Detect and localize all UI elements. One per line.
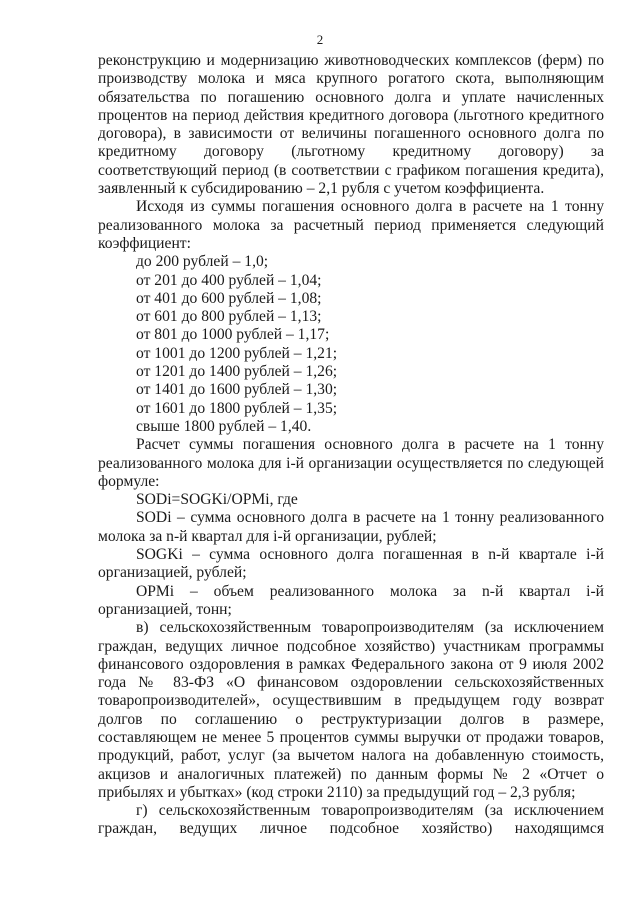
list-item: от 601 до 800 рублей – 1,13;: [136, 308, 322, 326]
page-number: 2: [316, 32, 324, 47]
list-item: от 1601 до 1800 рублей – 1,35;: [136, 399, 338, 417]
definition-opmi: OPMi – объем реализованного молока за n-й квартал i-й организацией, тонн;: [98, 582, 604, 618]
paragraph-reconstruction: реконструкцию и модернизацию животноводческих комплексов (ферм) по производству молока и мяса крупного рогатого скота, выполняющим обязательства по погашению основного долга и уплате начисленных процентов на период действия кредитного договора (льготного кредитного договора), в зависимости от величины погашенного основного долга по кредитному договору (льготному кредитному договору) за соответствующий период (в соответствии с графиком погашения кредита), заявленный к субсидированию – 2,1 рубля с учетом коэффициента.: [98, 52, 604, 198]
definition-sogki: SOGKi – сумма основного долга погашенная в n-й квартале i-й организацией, рублей;: [98, 546, 604, 582]
list-item: от 801 до 1000 рублей – 1,17;: [136, 326, 330, 344]
list-item: от 201 до 400 рублей – 1,04;: [136, 271, 322, 289]
definition-sodi: SODi – сумма основного долга в расчете на 1 тонну реализованного молока за n-й квартал для i-й организации, рублей;: [98, 509, 604, 545]
list-item: от 1001 до 1200 рублей – 1,21;: [136, 344, 338, 362]
paragraph-item-v: в) сельскохозяйственным товаропроизводителям (за исключением граждан, ведущих личное подсобное хозяйство) участникам программы финансового оздоровления в рамках Федерального закона от 9 июля 2002 года № 83-ФЗ «О финансовом оздоровлении сельскохозяйственных товаропроизводителей», осуществившим в предыдущем году возврат долгов по соглашению о реструктуризации долгов в размере, составляющем не менее 5 процентов суммы выручки от продажи товаров, продукций, работ, услуг (за вычетом налога на добавленную стоимость, акцизов и аналогичных платежей) по данным формы № 2 «Отчет о прибылях и убытках» (код строки 2110) за предыдущий год – 2,3 рубля;: [98, 619, 604, 801]
document-body: [98, 52, 604, 839]
coefficient-list: [98, 253, 604, 436]
paragraph-item-g: г) сельскохозяйственным товаропроизводителям (за исключением граждан, ведущих личное подсобное хозяйство) находящимся: [98, 802, 604, 838]
list-item: от 401 до 600 рублей – 1,08;: [136, 289, 322, 307]
list-item: свыше 1800 рублей – 1,40.: [136, 417, 312, 435]
paragraph-coefficient-intro: Исходя из суммы погашения основного долга в расчете на 1 тонну реализованного молока за расчетный период применяется следующий коэффициент:: [98, 198, 604, 252]
formula: SODi=SOGKi/OPMi, где: [136, 491, 298, 509]
list-item: до 200 рублей – 1,0;: [136, 253, 269, 271]
paragraph-calculation-intro: Расчет суммы погашения основного долга в расчете на 1 тонну реализованного молока для i-й организации осуществляется по следующей формуле:: [98, 436, 604, 490]
list-item: от 1401 до 1600 рублей – 1,30;: [136, 381, 338, 399]
list-item: от 1201 до 1400 рублей – 1,26;: [136, 363, 338, 381]
